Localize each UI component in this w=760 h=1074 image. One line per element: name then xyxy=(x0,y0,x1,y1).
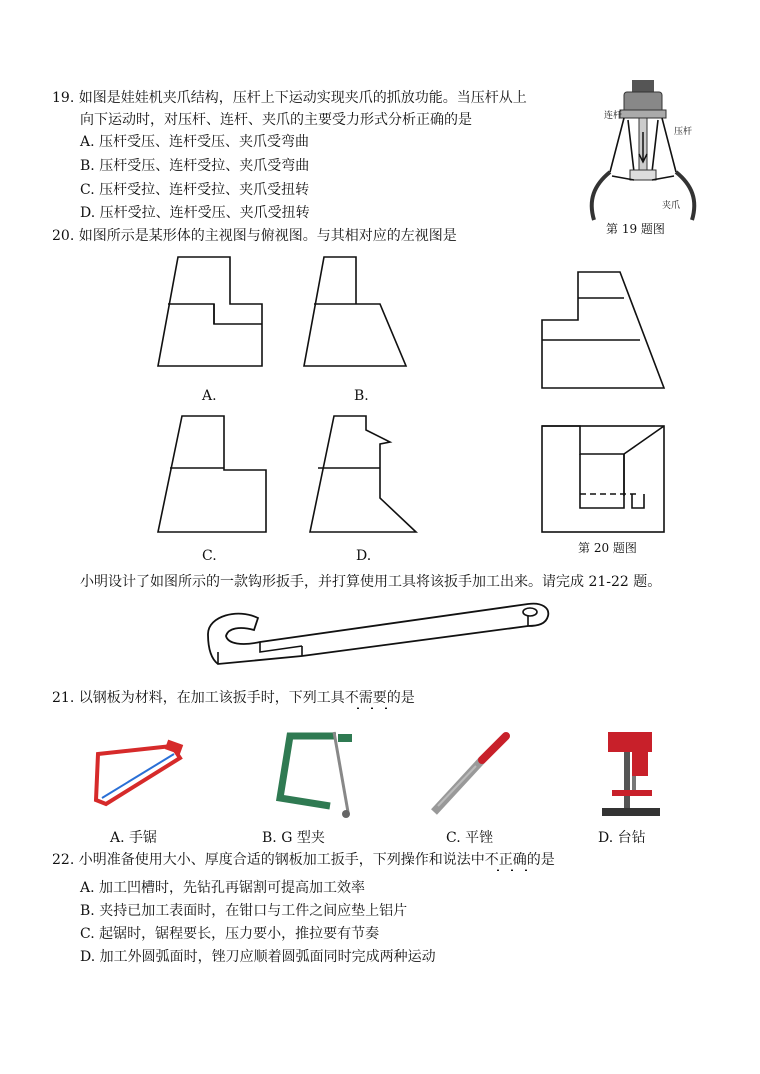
figure-20-front-view xyxy=(540,268,670,388)
claw-label-link: 连杆 xyxy=(604,111,623,121)
claw-machine-figure xyxy=(584,80,724,220)
q19-option-b: B. 压杆受压、连杆受拉、夹爪受弯曲 xyxy=(80,158,310,174)
figure-19-caption: 第 19 题图 xyxy=(606,222,665,236)
view-option-c xyxy=(152,414,272,544)
view-option-a xyxy=(150,252,270,382)
q21-option-b: B. G 型夹 xyxy=(262,830,325,846)
q22-stem: 22. 小明准备使用大小、厚度合适的钢板加工扳手，下列操作和说法中不正确的是 xyxy=(52,852,555,868)
q22-option-a: A. 加工凹槽时，先钻孔再锯割可提高加工效率 xyxy=(80,880,366,896)
q21-option-a: A. 手锯 xyxy=(110,830,158,846)
q22-option-d: D. 加工外圆弧面时，锉刀应顺着圆弧面同时完成两种运动 xyxy=(80,949,436,965)
option-d-label: D. xyxy=(356,548,372,564)
figure-20-caption: 第 20 题图 xyxy=(578,541,637,555)
hacksaw-icon xyxy=(88,740,188,810)
q21-emphasis: 不需要 xyxy=(344,690,387,706)
view-option-d xyxy=(304,414,424,544)
view-option-b xyxy=(296,252,416,382)
q19-option-c: C. 压杆受拉、连杆受拉、夹爪受扭转 xyxy=(80,182,310,198)
hook-wrench-figure xyxy=(198,596,558,676)
q19-option-a: A. 压杆受压、连杆受压、夹爪受弯曲 xyxy=(80,134,310,150)
q22-option-b: B. 夹持已加工表面时，在钳口与工件之间应垫上铝片 xyxy=(80,903,408,919)
q20-stem: 20. 如图所示是某形体的主视图与俯视图。与其相对应的左视图是 xyxy=(52,228,457,244)
g-clamp-icon xyxy=(276,728,366,818)
intro-21-22: 小明设计了如图所示的一款钩形扳手，并打算使用工具将该扳手加工出来。请完成 21-22 题。 xyxy=(80,574,662,590)
claw-label-rod: 压杆 xyxy=(674,127,693,137)
q22-option-c: C. 起锯时，锯程要长，压力要小，推拉要有节奏 xyxy=(80,926,380,942)
claw-label-claw: 夹爪 xyxy=(662,201,681,211)
q21-option-d: D. 台钻 xyxy=(598,830,646,846)
flat-file-icon xyxy=(428,730,518,820)
option-b-label: B. xyxy=(354,388,369,404)
bench-drill-icon xyxy=(596,728,666,818)
q21-stem: 21. 以钢板为材料，在加工该扳手时，下列工具不需要的是 xyxy=(52,690,415,706)
q19-option-d: D. 压杆受拉、连杆受压、夹爪受扭转 xyxy=(80,205,310,221)
figure-20-top-view xyxy=(540,424,670,534)
q19-stem-line1: 19. 如图是娃娃机夹爪结构，压杆上下运动实现夹爪的抓放功能。当压杆从上 xyxy=(52,90,527,106)
q22-emphasis: 不正确 xyxy=(484,852,527,868)
q21-option-c: C. 平锉 xyxy=(446,830,494,846)
q19-stem-line2: 向下运动时，对压杆、连杆、夹爪的主要受力形式分析正确的是 xyxy=(80,112,472,128)
option-c-label: C. xyxy=(202,548,217,564)
option-a-label: A. xyxy=(202,388,217,404)
